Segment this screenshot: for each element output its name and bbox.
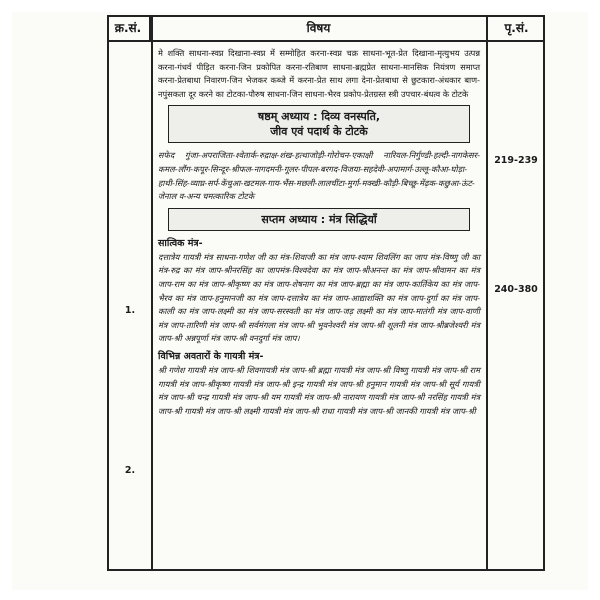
section1-title: सात्विक मंत्र-	[158, 237, 203, 249]
chapter6-page-range: 219-239	[494, 155, 538, 166]
intro-paragraph: मे शक्ति साधना-स्वप्न दिखाना-स्वप्न में सम्मोहित करना-स्वप्न चक्र साधना-भूत-प्रेत दिखाना-मृत्युभय उत्पन्न करना-गंधर्व पीड़ित करना-जिन प्रकोपित करना-रतिबाण साधना-ब्रह्मप्रेत साधना-मानसिक नियंत्रण समाप्त करना-प्रेतबाधा निवारण-जिन भेजकर कब्जे में करना-प्रेत साथ लगा देना-प्रेतबाधा से छुटकारा-अंधकार बाण-नपुंसकता दूर करने का टोटका-पौरुष साधना-जिन साधना-भैरव प्रकोप-प्रेतग्रस्त स्त्री उपचार-बंधत्व के टोटके	[158, 48, 480, 99]
section2-title: विभिन्न अवतारों के गायत्री मंत्र-	[158, 350, 264, 362]
chapter6-paragraph: सफेद गुंजा-अपराजिता-श्वेतार्क-रुद्राक्ष-शंख-हत्थाजोड़ी-गोरोचन-एकाक्षी नारियल-निर्गुण्डी-हल्दी-नागकेसर-कमल-लौंग-कपूर-सिन्दूर-श्रीफल-नागदमनी-गूलर-पीपल-बरगद-विजया-सहदेवी-अपामार्ग-उल्लू-कौआ-घोड़ा-हाथी-सिंह-व्याघ्र-सर्प-केंचुआ-खटमल-गाय-भैंस-मछली-लालचींटा-मुर्गा-मक्खी-कौड़ी-बिच्छू-मेंढ़क-कछुआ-ऊंट-जेनाल व-अन्य चमत्कारिक टोटके	[158, 150, 480, 202]
section1-number: 1.	[124, 305, 136, 316]
chapter6-title-line2: जीव एवं पदार्थ के टोटके	[270, 125, 368, 139]
chapter6-heading	[168, 105, 470, 143]
section2-number: 2.	[124, 465, 136, 476]
chapter7-title: सप्तम अध्याय : मंत्र सिद्धियाँ	[261, 212, 377, 226]
table-header	[107, 15, 545, 42]
chapter6-title-line1: षष्ठम् अध्याय : दिव्य वनस्पति,	[257, 110, 381, 124]
column-divider-page	[486, 15, 488, 571]
contents-body	[158, 47, 480, 422]
topic-column-header: विषय	[151, 15, 488, 40]
serial-column-header: क्र.सं.	[107, 15, 151, 40]
section1-paragraph: दत्तात्रेय गायत्री मंत्र साधना-गणेश जी का मंत्र-शिवाजी का मंत्र जाप-श्याम शिवलिंग का जाप मंत्र-विष्णु जी का मंत्र-रुद्र का मंत्र जाप-श्रीनरसिंह का जापमंत्र-विश्वदेवा का मंत्र जाप-श्रीअनन्त का मंत्र जाप-श्रीवामन का मंत्र जाप-राम का मंत्र जाप-श्रीकृष्ण का मंत्र जाप-शेषनाग का मंत्र जाप-ब्रह्मा का मंत्र जाप-कार्तिकेय का मंत्र जाप-भैरव का मंत्र जाप-हनुमानजी का मंत्र जाप-दत्तात्रेय का मंत्र जाप-आद्याशक्ति का मंत्र जाप-दुर्गा का मंत्र जाप-काली का मंत्र जाप-लक्ष्मी का मंत्र जाप-सरस्वती का मंत्र जाप-जड़ लक्ष्मी का मंत्र जाप-मातंगी मंत्र जाप-वाणी मंत्र जाप-तारिणी मंत्र जाप-श्री सर्वमंगला मंत्र जाप-श्री भुवनेश्वरी मंत्र जाप-श्री शूलनी मंत्र जाप-श्रीब्रजेश्वरी मंत्र जाप-श्री अन्नपूर्णा मंत्र जाप-श्री वनदुर्गा मंत्र जाप।	[158, 251, 480, 344]
chapter7-page-range: 240-380	[494, 284, 538, 295]
chapter7-heading	[168, 208, 470, 231]
column-divider-serial	[151, 15, 153, 571]
page-column-header: पृ.सं.	[504, 21, 529, 35]
section2-paragraph: श्री गणेश गायत्री मंत्र जाप-श्री शिवगायत्री मंत्र जाप-श्री ब्रह्मा गायत्री मंत्र जाप-श्री विष्णु गायत्री मंत्र जाप-श्री राम गायत्री मंत्र जाप-श्रीकृष्ण गायत्री मंत्र जाप-श्री इन्द्र गायत्री मंत्र जाप-श्री हनुमान गायत्री मंत्र जाप-श्री सूर्य गायत्री मंत्र जाप-श्री चन्द्र गायत्री मंत्र जाप-श्री यम गायत्री मंत्र जाप-श्री नारायण गायत्री मंत्र जाप-श्री नरसिंह गायत्री मंत्र जाप-श्री गायत्री मंत्र जाप-श्री लक्ष्मी गायत्री मंत्र जाप-श्री राधा गायत्री मंत्र जाप-श्री जानकी गायत्री मंत्र जाप-श्री	[158, 364, 480, 416]
